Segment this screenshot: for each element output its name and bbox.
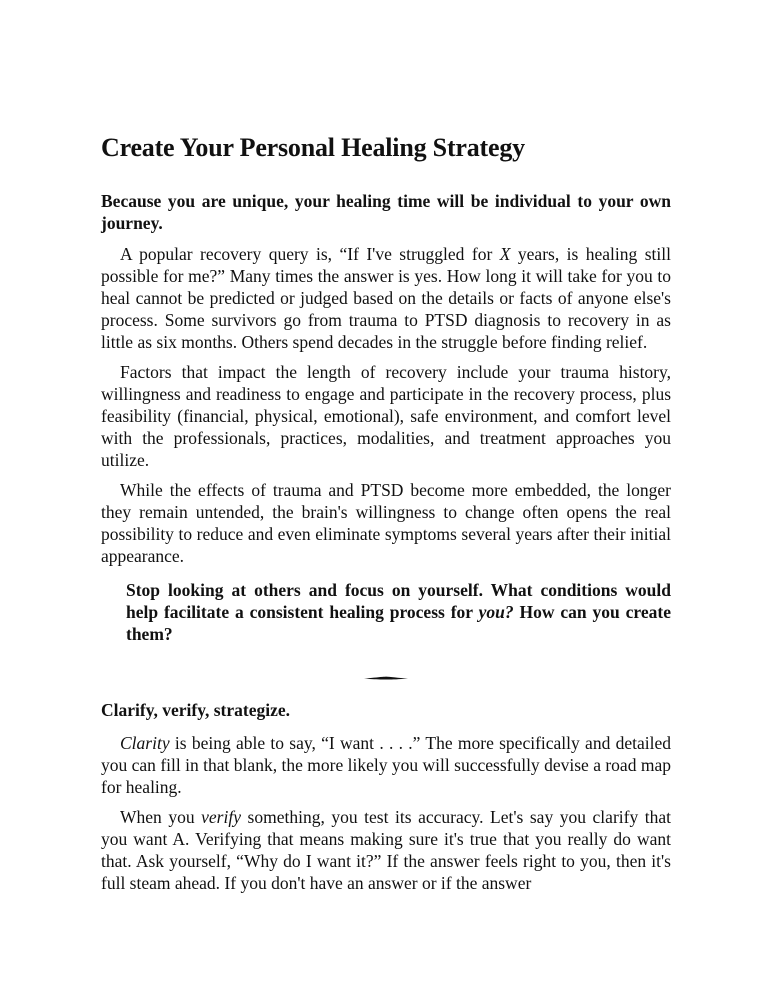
italic-term: Clarity [120, 733, 170, 753]
paragraph-clarity [101, 732, 671, 798]
callout-question [101, 579, 671, 645]
lead-statement: Because you are unique, your healing time will be individual to your own journey. [101, 191, 671, 233]
italic-term: you? [478, 602, 514, 622]
section-divider-ornament [101, 669, 671, 681]
paragraph-text: When you [120, 807, 202, 827]
paragraph-verify [101, 806, 671, 894]
paragraph-text: is being able to say, “I want . . . .” The more specifically and detailed you can fill in that blank, the more likely you will successfully devise a road map for healing. [101, 733, 671, 797]
section-subheading: Clarify, verify, strategize. [101, 700, 291, 720]
callout-text: Stop looking at others and focus on yourself. What conditions would help facilitate a consistent healing process for [126, 580, 671, 622]
paragraph-text: years, is healing still possible for me?” Many times the answer is yes. How long it will take for you to heal cannot be predicted or judged based on the details or facts of anyone else's process. Some survivors go from trauma to PTSD diagnosis to recovery in as little as six months. Others spend decades in the struggle before finding relief. [101, 244, 671, 352]
paragraph-factors: Factors that impact the length of recovery include your trauma history, willingness and readiness to engage and participate in the recovery process, plus feasibility (financial, physical, emotional), safe environment, and comfort level with the professionals, practices, modalities, and treatment approaches you utilize. [101, 362, 671, 470]
italic-term: X [499, 244, 511, 264]
paragraph-recovery-query [101, 243, 671, 353]
italic-term: verify [201, 807, 241, 827]
paragraph-effects: While the effects of trauma and PTSD become more embedded, the longer they remain untended, the brain's willingness to change often opens the real possibility to reduce and even eliminate symptoms several years after their initial appearance. [101, 480, 671, 566]
page-content [101, 128, 671, 894]
paragraph-text: A popular recovery query is, “If I've struggled for [120, 244, 500, 264]
paragraph-text: something, you test its accuracy. Let's say you clarify that you want A. Verifying that means making sure it's true that you really do want that. Ask yourself, “Why do I want it?” If the answer feels right to you, then it's full steam ahead. If you don't have an answer or if the answer [101, 807, 671, 893]
divider-flourish-icon [362, 674, 410, 682]
callout-text: How can you create them? [126, 602, 671, 644]
page-title: Create Your Personal Healing Strategy [101, 133, 525, 162]
